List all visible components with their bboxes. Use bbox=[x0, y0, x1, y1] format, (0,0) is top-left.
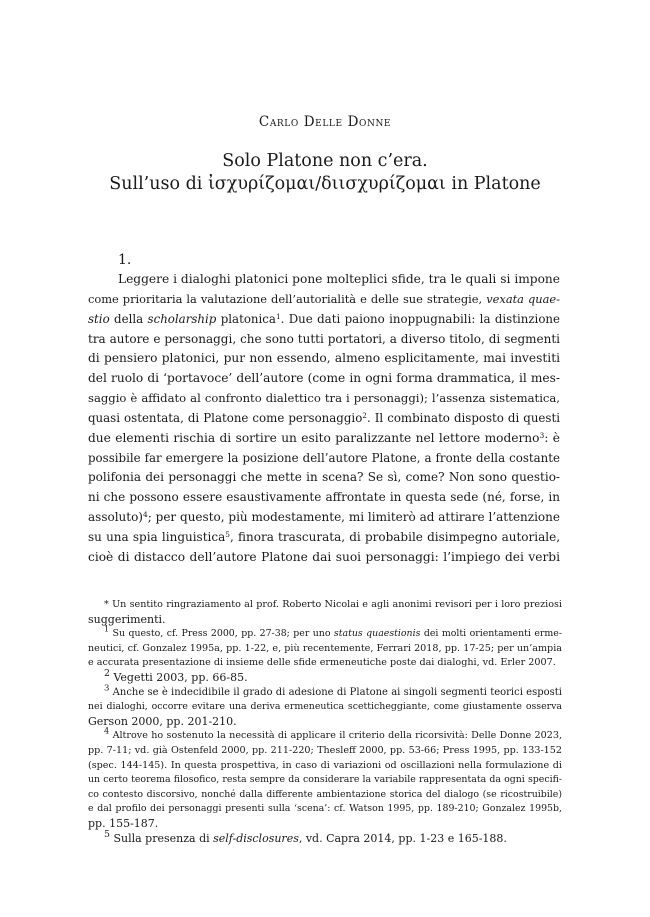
title-line-1: Solo Platone non c’era. bbox=[222, 151, 428, 171]
footnote-3: $^3$ Anche se è indecidibile il grado di adesione di Platone ai singoli segmenti teorici esposti bbox=[104, 682, 562, 698]
body-line: come prioritaria la valutazione dell’autorialità e delle sue strategie, vexata quae- bbox=[88, 291, 561, 306]
body-text bbox=[88, 270, 560, 568]
body-line: quasi ostentata, di Platone come personaggio$^2$. Il combinato disposto di questi bbox=[88, 410, 560, 425]
footnote-ref[interactable]: 5 bbox=[225, 529, 230, 539]
footnote-4-cont: pp. 7-11; vd. già Ostenfeld 2000, pp. 211-220; Thesleff 2000, pp. 53-66; Press 1995, pp. 133-152 bbox=[88, 744, 562, 756]
footnote-2: $^2$ Vegetti 2003, pp. 66-85. bbox=[104, 667, 248, 684]
footnote-4-cont: un certo teorema filosofico, resta sempre da considerare la variabile rappresentata da ogni specifi- bbox=[88, 774, 562, 786]
footnote-mark: 3 bbox=[104, 682, 110, 693]
footnote-mark: 5 bbox=[104, 828, 110, 840]
footnote-4-cont: co contesto discorsivo, nonché dalla differente ambientazione storica del dialogo (se ricostruibile) bbox=[88, 788, 562, 800]
footnote-4-cont: pp. 155-187. bbox=[88, 816, 159, 830]
footnote-1-cont: neutici, cf. Gonzalez 1995a, pp. 1-22, e, più recentemente, Ferrari 2018, pp. 17-25; per un’ampia bbox=[88, 642, 562, 654]
footnote-ref[interactable]: 2 bbox=[362, 410, 367, 420]
footnote-mark: 4 bbox=[104, 725, 110, 736]
footnote-ref[interactable]: 1 bbox=[275, 311, 281, 321]
author-name: Carlo Delle Donne bbox=[258, 114, 392, 130]
footnote-star: * Un sentito ringraziamento al prof. Roberto Nicolai e agli anonimi revisori per i loro preziosi bbox=[104, 599, 562, 610]
footnote-ref[interactable]: 3 bbox=[539, 430, 545, 440]
body-line: di pensiero platonici, pur non essendo, almeno esplicitamente, mai investiti bbox=[88, 351, 560, 366]
footnote-4-cont: (spec. 144-145). In questa prospettiva, in caso di variazioni od oscillazioni nella formulazione di bbox=[88, 759, 562, 771]
footnote-mark: 1 bbox=[104, 624, 110, 634]
footnote-3-cont: nei dialoghi, occorre evitare una deriva ermeneutica scetticheggiante, come giustamente osserva bbox=[88, 701, 562, 713]
article-title bbox=[0, 150, 650, 196]
section-number: 1. bbox=[118, 252, 132, 268]
body-line: saggio è affidato al confronto dialettico tra i personaggi); l’assenza sistematica, bbox=[88, 391, 560, 406]
footnote-mark: * bbox=[104, 599, 109, 610]
body-line: polifonia dei personaggi che mette in scena? Se sì, come? Non sono questio- bbox=[88, 470, 560, 485]
body-line: due elementi rischia di sortire un esito paralizzante nel lettore moderno$^3$: è bbox=[88, 430, 560, 445]
footnote-1: $^1$ Su questo, cf. Press 2000, pp. 27-38; per uno status quaestionis dei molti orientamenti erme- bbox=[104, 624, 562, 640]
footnote-4: $^4$ Altrove ho sostenuto la necessità di applicare il criterio della ricorsività: Delle Donne 2023, bbox=[104, 725, 562, 742]
body-line: possibile far emergere la posizione dell’autore Platone, a fronte della costante bbox=[88, 450, 560, 465]
title-line-2: Sull’uso di ἰσχυρίζομαι/διισχυρίζομαι in Platone bbox=[109, 174, 541, 194]
body-line: assoluto)$^4$; per questo, più modestamente, mi limiterò ad attirare l’attenzione bbox=[88, 510, 560, 525]
body-line: tra autore e personaggi, che sono tutti portatori, a diverso titolo, di segmenti bbox=[88, 331, 560, 346]
footnote-ref[interactable]: 4 bbox=[143, 510, 148, 520]
body-line: del ruolo di ‘portavoce’ dell’autore (come in ogni forma drammatica, il mes- bbox=[88, 371, 560, 386]
body-line: cioè di distacco dell’autore Platone dai suoi personaggi: l’impiego dei verbi bbox=[88, 549, 560, 564]
footnote-star-cont: suggerimenti. bbox=[88, 612, 166, 626]
footnote-3-cont: Gerson 2000, pp. 201-210. bbox=[88, 714, 237, 728]
body-line: ni che possono essere esaustivamente affrontate in questa sede (né, forse, in bbox=[88, 490, 560, 505]
footnote-4-cont: e dal profilo dei personaggi presenti sulla ‘scena’: cf. Watson 1995, pp. 189-210; Gonzalez 1995b, bbox=[88, 803, 562, 815]
body-line: stio della scholarship platonica$^1$. Due dati paiono inoppugnabili: la distinzione bbox=[88, 311, 561, 326]
footnote-mark: 2 bbox=[104, 667, 110, 679]
body-line: Leggere i dialoghi platonici pone molteplici sfide, tra le quali si impone bbox=[118, 272, 560, 286]
body-line: su una spia linguistica$^5$, finora trascurata, di probabile disimpegno autoriale, bbox=[88, 529, 561, 544]
footnote-5: $^5$ Sulla presenza di self-disclosures, vd. Capra 2014, pp. 1-23 e 165-188. bbox=[104, 828, 507, 845]
footnotes bbox=[88, 598, 562, 846]
footnote-1-cont: e accurata presentazione di insieme delle sfide ermeneutiche poste dai dialoghi, vd. Erler 2007. bbox=[88, 657, 556, 669]
